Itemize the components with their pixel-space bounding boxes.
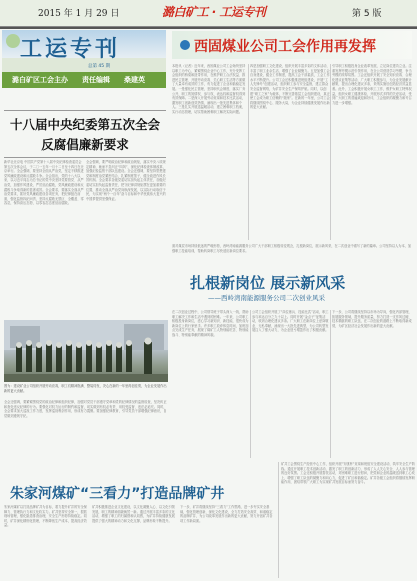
header-underline: [0, 27, 417, 29]
story3-body-upper: 面对煤炭市场持续低迷的严峻形势，西岭湾南能源服务公司广大干部职工积极转变观念，扎根新岗位，展示新风采，在二次创业中谱写了新的篇章。公司坚持以人为本，加强职工技能培训，帮助转岗职工尽快适应新岗位要求。: [172, 244, 412, 253]
story1-body-col2: 四是加强职工文化建设，组织开展丰富多彩的文体活动，丰富了职工业余生活，增强了企业凝聚力。五是加强工会自身建设，健全工作制度，提高工会干部素质，工会工作水平不断提升。公司工会还积极推进班组建设，开展“工人先锋号”创建活动，组织职工参与安全监督，建立群众安全监督网络，为矿井安全生产保驾护航。同时，以创建“职工之家”为载体，不断完善基层工会组织建设，真正使工会成为职工信赖的“娘家”。在新的一年里，公司工会将继续围绕中心、服务大局，为企业持续健康发展作出新的更大贡献。: [250, 64, 331, 240]
logo-tree: [6, 34, 20, 48]
story1-body-col1: 本报讯（记者）近年来，西固煤业公司工会始终坚持以职工为中心，紧紧围绕企业中心工作，充分发挥工会组织的桥梁和纽带作用，在维护职工合法权益、推进民主管理、开展劳动竞赛、关心职工生活等方面做了大量卓有成效的工作，有力促进了企业和谐稳定发展。一是强化民主管理，坚持职代会制度，落实厂务公开，职工的知情权、参与权、表达权和监督权得到有效保障。二是深入开展劳动竞赛和技术比武活动，激发职工创新创效热情，涌现出一批先进集体和个人。三是扎实开展送温暖活动，建立困难职工档案，实行动态管理，切实帮助困难职工解决实际问题。: [172, 64, 249, 240]
story4-headline: [4, 481, 274, 503]
column-logo: [2, 30, 166, 88]
story2-body-lower: 全会还强调，要紧紧围绕党的政治纪律和组织纪律，加强对党员干部遵守党章和党的纪律情况的监督检查，坚决纠正和查处违反纪律的行为。要强化对权力运行的制约和监督，切实做到有权必有责、用权受监督、违法必追究。同时，全会要求加大巡视工作力度，发挥巡视利剑作用，形成有力震慑。要加强纪律教育，引导党员干部增强纪律意识，自觉做到遵规守纪。: [4, 400, 167, 418]
story4-body-col2: 矿井积极推进企业文化建设，以文化凝聚人心、以文化引领发展，职工的精神面貌焕然一新。通过开展丰富多彩的文化活动，增强了职工的归属感和认同感，为矿井持续健康发展提供了强大的精神动力和文化支撑，品牌形象不断提升。: [92, 505, 175, 523]
story3-title: 扎根新岗位 展示新风采: [190, 274, 346, 292]
top-header: [0, 0, 417, 27]
column-title: 工运专刊: [20, 36, 121, 62]
news-photo: [4, 320, 168, 382]
story3-subtitle: ——西岭湾南能源服务公司二次创业风采: [208, 294, 325, 302]
story1-headline-box: [172, 31, 412, 59]
masthead: 潞白矿工 · 工运专刊: [162, 5, 266, 19]
story3-headline: [172, 272, 412, 304]
story3-body-col3: 下一步，公司将继续坚持以市场为导向，强化内部管理，拓展服务领域，提升服务质量，努力打造一支作风过硬、技术精湛的职工队伍，在二次创业的道路上不断取得新成绩，为矿区经济社会发展作出新的更大贡献。: [332, 310, 412, 328]
story4-title: 朱家河煤矿“三看力”打造品牌矿井: [10, 486, 225, 502]
story2-title-line2: 反腐倡廉新要求: [41, 137, 129, 152]
column-editor: 责任编辑: [82, 76, 110, 84]
column-issue: 总第 45 期: [88, 64, 111, 69]
issue-date: 2015 年 1 月 29 日: [38, 9, 120, 19]
story4-body-col3: 下一步，矿井将继续坚持“三看力”工作思路，进一步夯实安全基础，强化管理创新，深化文化建设，全力打造安全高效、和谐稳定的品牌矿井，为公司改革发展作出新的更大贡献，努力开创矿井各项工作新局面。: [180, 505, 273, 523]
story1-bullet-icon: [180, 40, 190, 50]
story2-headline: [4, 110, 166, 158]
column-reviewer: 桑建英: [124, 76, 145, 84]
story3-body-col1: 在二次创业过程中，公司领导班子带头深入一线，帮助职工解决工作和生活中遇到的困难。一年来，公司职工积极投身新岗位，虚心学习新知识、新技能，很快成为新岗位上的行家里手。许多职工放弃休息时间，加班加点完成生产任务，展现了煤矿工人特别能吃苦、特别能战斗、特别能奉献的精神风貌。: [172, 310, 251, 458]
story4-body-col1: 朱家河煤矿以打造品牌矿井为目标，着力提升矿井的安全保障力、管理执行力和文化软实力。矿井坚持安全第一，狠抓现场管理，强化隐患排查治理，安全生产形势持续稳定。同时，矿井深化精细化管理，不断降低生产成本，提高经济效益。: [4, 505, 87, 528]
page-number: 第 5 版: [352, 9, 382, 19]
column-org: 潞白矿区工会主办: [12, 76, 68, 84]
story1-body-col3: 引导职工积极投身企业改革发展，立足岗位建功立业。注重发挥劳模示范引领作用，在全公司营造学习劳模、争当劳模的浓厚氛围。工会还组织开展了安全知识竞赛、合理化建议征集等活动，广大职工积极参与，为企业发展献计献策，提出合理化建议多条，采纳实施后创造经济效益显著。此外，工会积极开展女职工工作，维护女职工特殊权益，组织女职工健康体检，开展形式多样的关爱活动，受到广大职工的普遍欢迎和好评，工会组织的凝聚力和号召力进一步增强。: [332, 64, 412, 105]
photo-miners-illustration: [4, 320, 168, 382]
story2-title-line1: 十八届中央纪委第五次全会: [9, 117, 160, 132]
story2-body-col2: 全会强调，要严明政治纪律和政治规矩，落实中央八项规定精神，驰而不息纠正“四风”，深化纪律检查体制改革，加强纪检监察干部队伍建设。全会还强调，要坚持思想建党和制度治党紧密结合，扎紧制度笼子，健全改进作风长效机制。全会要求各级党委切实担负起主体责任，各级纪委切实担负起监督责任，把守纪律讲规矩摆在更加重要的位置，推动全面从严治党向纵深发展，以实际行动取信于民，为实现“两个一百年”奋斗目标和中华民族伟大复兴的中国梦提供坚强保证。: [86, 160, 166, 201]
photo-caption: 图为：建设矿业公司组织开展劳动竞赛，职工们精神饱满、整装待发，决心在新的一年里再创佳绩，为企业发展作出新的更大贡献。: [4, 384, 167, 393]
right-bottom-col: 矿井工会围绕生产经营中心工作，组织开展“安康杯”竞赛和班组安全建设活动，筑牢安全生产防线。通过开展职工技术创新活动，激发了职工的创新活力，形成了人人关心安全、人人参与管理的良好氛围。工会还积极开展帮扶活动，对困难职工进行慰问，把党和企业的温暖送到职工心坎上，增强了职工队伍的凝聚力和向心力，促进了矿区和谐稳定。矿井各级工会组织将继续发挥职能作用，团结带领广大职工为实现矿井发展目标而努力奋斗。: [278, 462, 415, 578]
story1-title: 西固煤业公司工会作用再发挥: [194, 39, 376, 55]
story2-body-col1: 新华社北京电 中国共产党第十八届中央纪律检查委员会第五次全体会议，于二〇一五年一月十二日至十四日在北京举行。全会强调，要坚持全面从严治党，坚定不移推进党风廉政建设和反腐败斗争。全会指出，党的十八大以来，以习近平同志为总书记的党中央坚持党要管党、从严治党，加强作风建设，严厉惩治腐败，党风廉政建设和反腐败斗争取得新的显著成效。全会要求，要落实全面从严治党要求，抓好党风廉政建设各项任务，把纪律挺在前面，强化监督执纪问责，坚持反腐败无禁区、全覆盖、零容忍，保持高压态势，以零容忍态度惩治腐败。: [4, 160, 84, 206]
story3-body-col2: 公司工会组织开展了“岗位练兵、技能比武”活动，职工参与率达百分之九十以上。同时开展“金点子”征集活动，收到合理化建议多条。广大职工在新岗位上爱岗敬业、无私奉献，涌现出一大批先进典型，为公司转型发展注入了强大动力，为企业扭亏增盈作出了积极贡献。: [252, 310, 331, 458]
